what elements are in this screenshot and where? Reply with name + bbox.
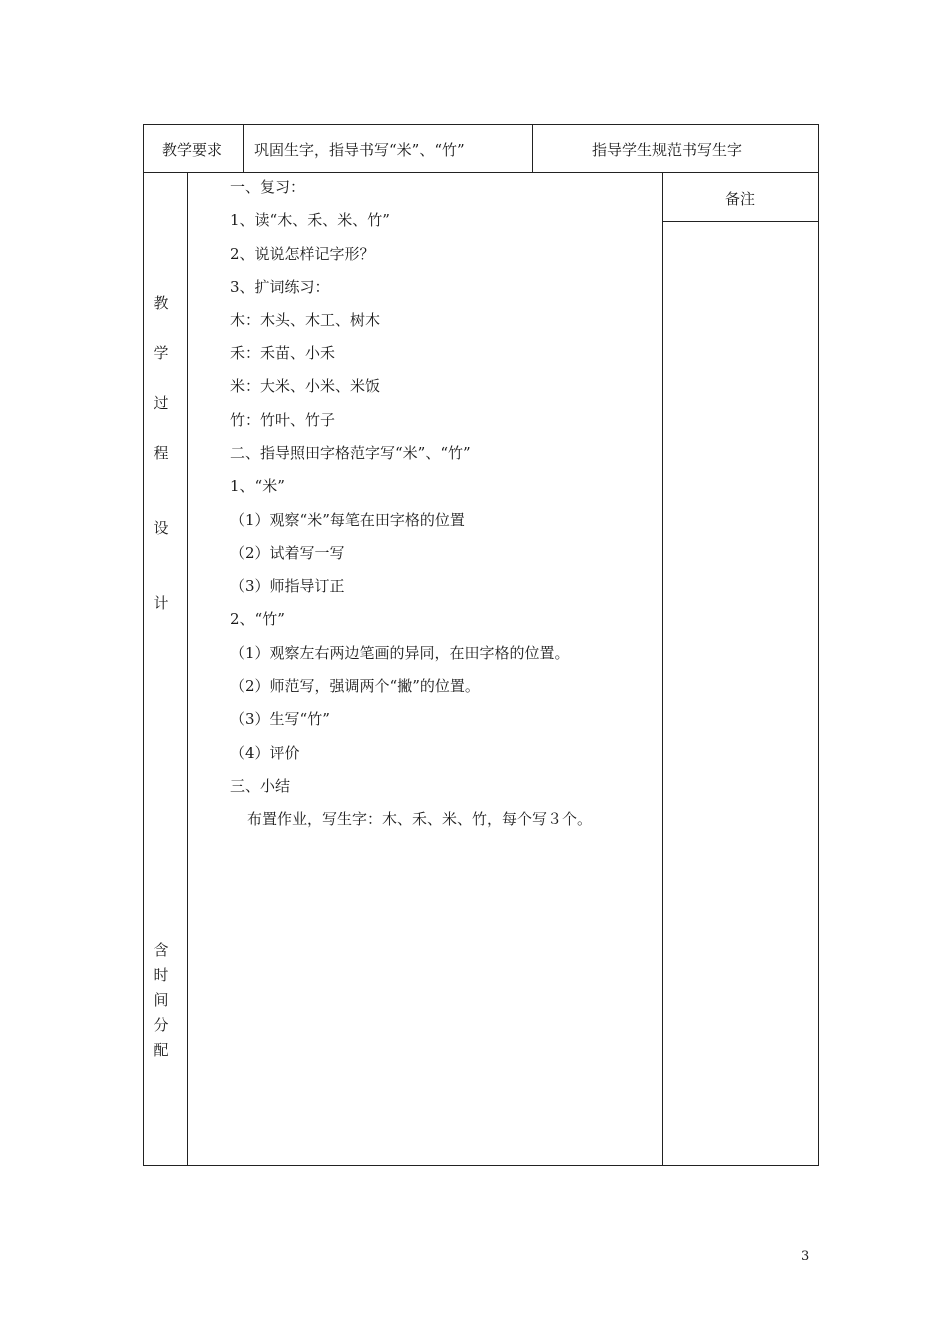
page-number: 3 — [801, 1249, 810, 1264]
content-line: 米：大米、小米、米饭 — [230, 377, 381, 395]
content-line: （1）观察“米”每笔在田字格的位置 — [230, 511, 465, 529]
content-line: 2、说说怎样记字形？ — [230, 245, 375, 263]
side-process-char: 过 — [153, 394, 169, 412]
teaching-requirement-label: 教学要求 — [162, 141, 223, 159]
header-bottom-border — [143, 172, 818, 173]
content-line: 2、“竹” — [230, 610, 285, 628]
content-line: 3、扩词练习： — [230, 278, 330, 296]
content-line: 二、指导照田字格范字写“米”、“竹” — [230, 444, 471, 462]
content-line: 竹：竹叶、竹子 — [230, 411, 336, 429]
teaching-objective: 巩固生字，指导书写“米”、“竹” — [254, 141, 465, 159]
side-time-char: 含 — [153, 941, 169, 959]
side-time-char: 间 — [153, 991, 169, 1009]
content-line: （1）观察左右两边笔画的异同，在田字格的位置。 — [230, 644, 570, 662]
content-line: （2）试着写一写 — [230, 544, 345, 562]
remarks-divider — [662, 221, 818, 222]
side-time-char: 时 — [153, 966, 169, 984]
side-process-char: 计 — [153, 594, 169, 612]
content-line: （4）评价 — [230, 744, 300, 762]
content-line: （3）生写“竹” — [230, 710, 330, 728]
table-left-border — [143, 124, 144, 1166]
content-line: 1、“米” — [230, 477, 285, 495]
content-line: 禾：禾苗、小禾 — [230, 344, 336, 362]
side-process-char: 学 — [153, 344, 169, 362]
content-line: 三、小结 — [230, 777, 291, 795]
side-column-divider — [187, 172, 188, 1166]
teaching-focus: 指导学生规范书写生字 — [592, 141, 743, 159]
side-time-char: 分 — [153, 1016, 169, 1034]
side-process-char: 程 — [153, 444, 169, 462]
remarks-label: 备注 — [725, 190, 756, 208]
table-bottom-border — [143, 1165, 818, 1166]
header-divider-2 — [532, 124, 533, 172]
table-top-border — [143, 124, 818, 125]
header-divider-1 — [243, 124, 244, 172]
side-process-char: 教 — [153, 294, 169, 312]
side-time-char: 配 — [153, 1041, 169, 1059]
side-process-char: 设 — [153, 519, 169, 537]
remarks-column-divider — [662, 172, 663, 1166]
table-right-border — [818, 124, 819, 1166]
homework-line: 布置作业，写生字：木、禾、米、竹，每个写３个。 — [247, 810, 593, 828]
content-line: 木：木头、木工、树木 — [230, 311, 381, 329]
content-line: 1、读“木、禾、米、竹” — [230, 211, 390, 229]
content-line: （2）师范写，强调两个“撇”的位置。 — [230, 677, 480, 695]
content-line: 一、复习： — [230, 178, 306, 196]
content-line: （3）师指导订正 — [230, 577, 345, 595]
